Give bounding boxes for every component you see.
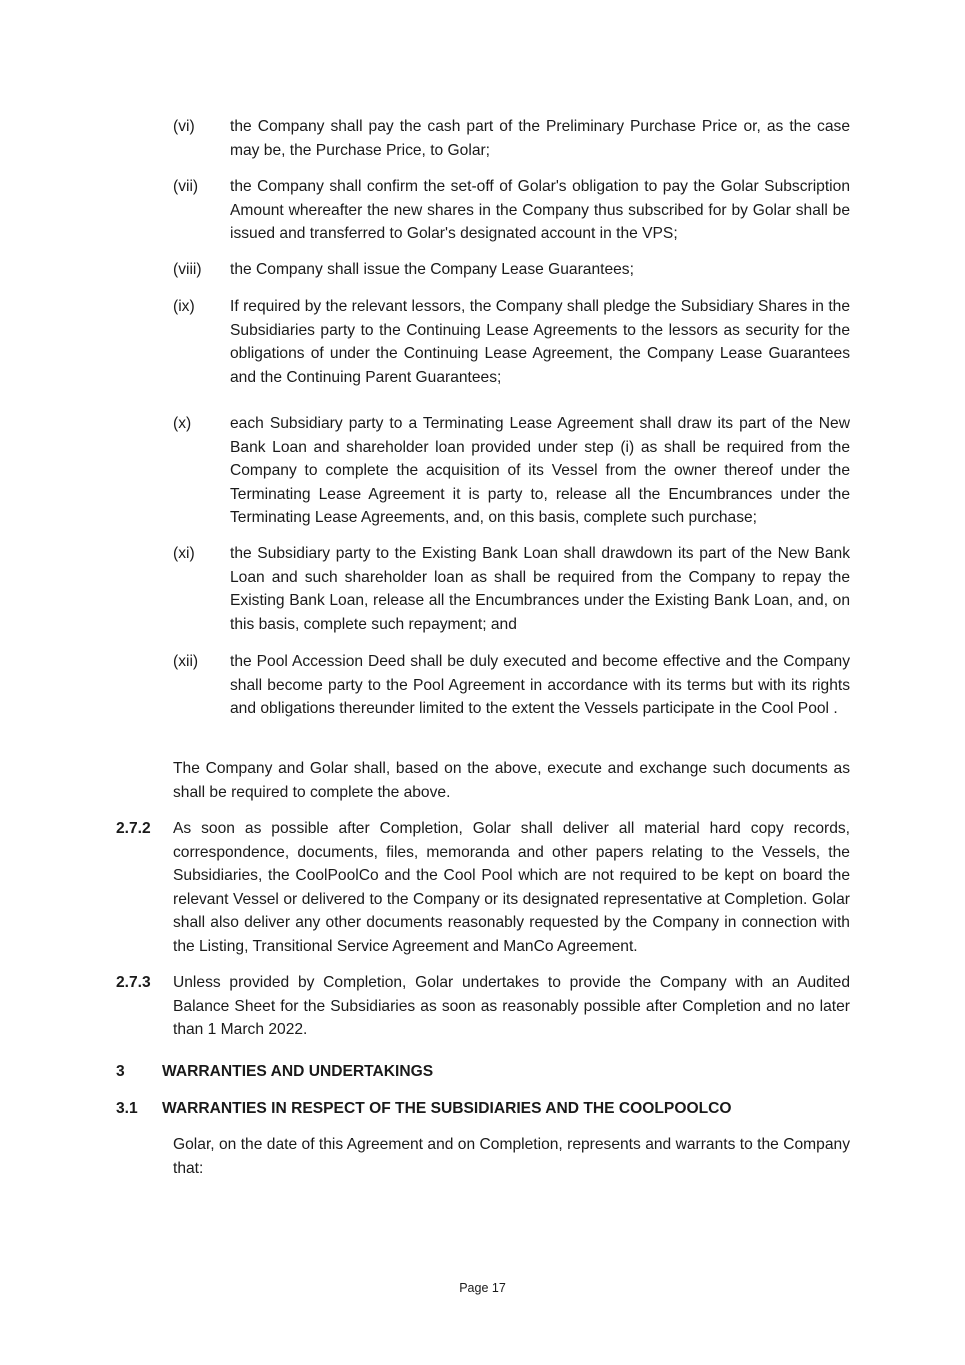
item-number: (ix) (173, 298, 195, 315)
item-number: (viii) (173, 261, 202, 278)
closing-paragraph: The Company and Golar shall, based on the above, execute and exchange such documents as shall be required to complete the above. (173, 760, 850, 801)
item-number: (vii) (173, 178, 199, 195)
item-text: the Pool Accession Deed shall be duly executed and become effective and the Company shall become party to the Pool Agreement in accordance with its terms but with its rights and obligations thereunder limited to the extent the Vessels participate in the Cool Pool . (230, 653, 850, 717)
item-text: the Company shall pay the cash part of the Preliminary Purchase Price or, as the case may be, the Purchase Price, to Golar; (230, 118, 850, 159)
section-title: WARRANTIES AND UNDERTAKINGS (162, 1063, 434, 1080)
item-number: (x) (173, 415, 192, 432)
clause-text: As soon as possible after Completion, Golar shall deliver all material hard copy records, correspondence, documents, files, memoranda and other papers relating to the Vessels, the Subsidiaries, the CoolPoolCo and the Cool Pool which are not required to be kept on board the relevant Vessel or delivered to the Company or its designated representative at Completion. Golar shall also deliver any other documents reasonably requested by the Company in connection with the Listing, Transitional Service Agreement and ManCo Agreement. (173, 820, 850, 955)
page-number: Page 17 (459, 1281, 506, 1295)
section-number: 3 (116, 1063, 125, 1080)
clause-number: 2.7.2 (116, 820, 151, 837)
section-title: WARRANTIES IN RESPECT OF THE SUBSIDIARIES AND THE COOLPOOLCO (162, 1100, 732, 1117)
item-number: (xii) (173, 653, 199, 670)
item-text: the Company shall issue the Company Lease Guarantees; (230, 261, 634, 278)
item-text: If required by the relevant lessors, the Company shall pledge the Subsidiary Shares in the Subsidiaries party to the Continuing Lease Agreements to the lessors as security for the obligations of under the Continuing Lease Agreement, the Company Lease Guarantees and the Continuing Parent Guarantees; (230, 298, 850, 386)
clause-number: 2.7.3 (116, 974, 151, 991)
clause-text: Unless provided by Completion, Golar undertakes to provide the Company with an Audited Balance Sheet for the Subsidiaries as soon as reasonably possible after Completion and no later than 1 March 2022. (173, 974, 850, 1038)
section-number: 3.1 (116, 1100, 138, 1117)
item-text: the Company shall confirm the set-off of Golar's obligation to pay the Golar Subscription Amount whereafter the new shares in the Company thus subscribed for by Golar shall be issued and transferred to Golar's designated account in the VPS; (230, 178, 850, 242)
warranty-intro: Golar, on the date of this Agreement and on Completion, represents and warrants to the Company that: (173, 1136, 850, 1177)
item-number: (xi) (173, 545, 195, 562)
item-text: each Subsidiary party to a Terminating Lease Agreement shall draw its part of the New Bank Loan and shareholder loan provided under step (i) as shall be required from the Company to complete the acquisition of its Vessel from the owner thereof under the Terminating Lease Agreement it is party to, release all the Encumbrances under the Terminating Lease Agreements, and, on this basis, complete such purchase; (230, 415, 850, 526)
item-text: the Subsidiary party to the Existing Bank Loan shall drawdown its part of the New Bank Loan and such shareholder loan as shall be required from the Company to repay the Existing Bank Loan, release all the Encumbrances under the Existing Bank Loan, and, on this basis, complete such repayment; and (230, 545, 850, 633)
item-number: (vi) (173, 118, 195, 135)
